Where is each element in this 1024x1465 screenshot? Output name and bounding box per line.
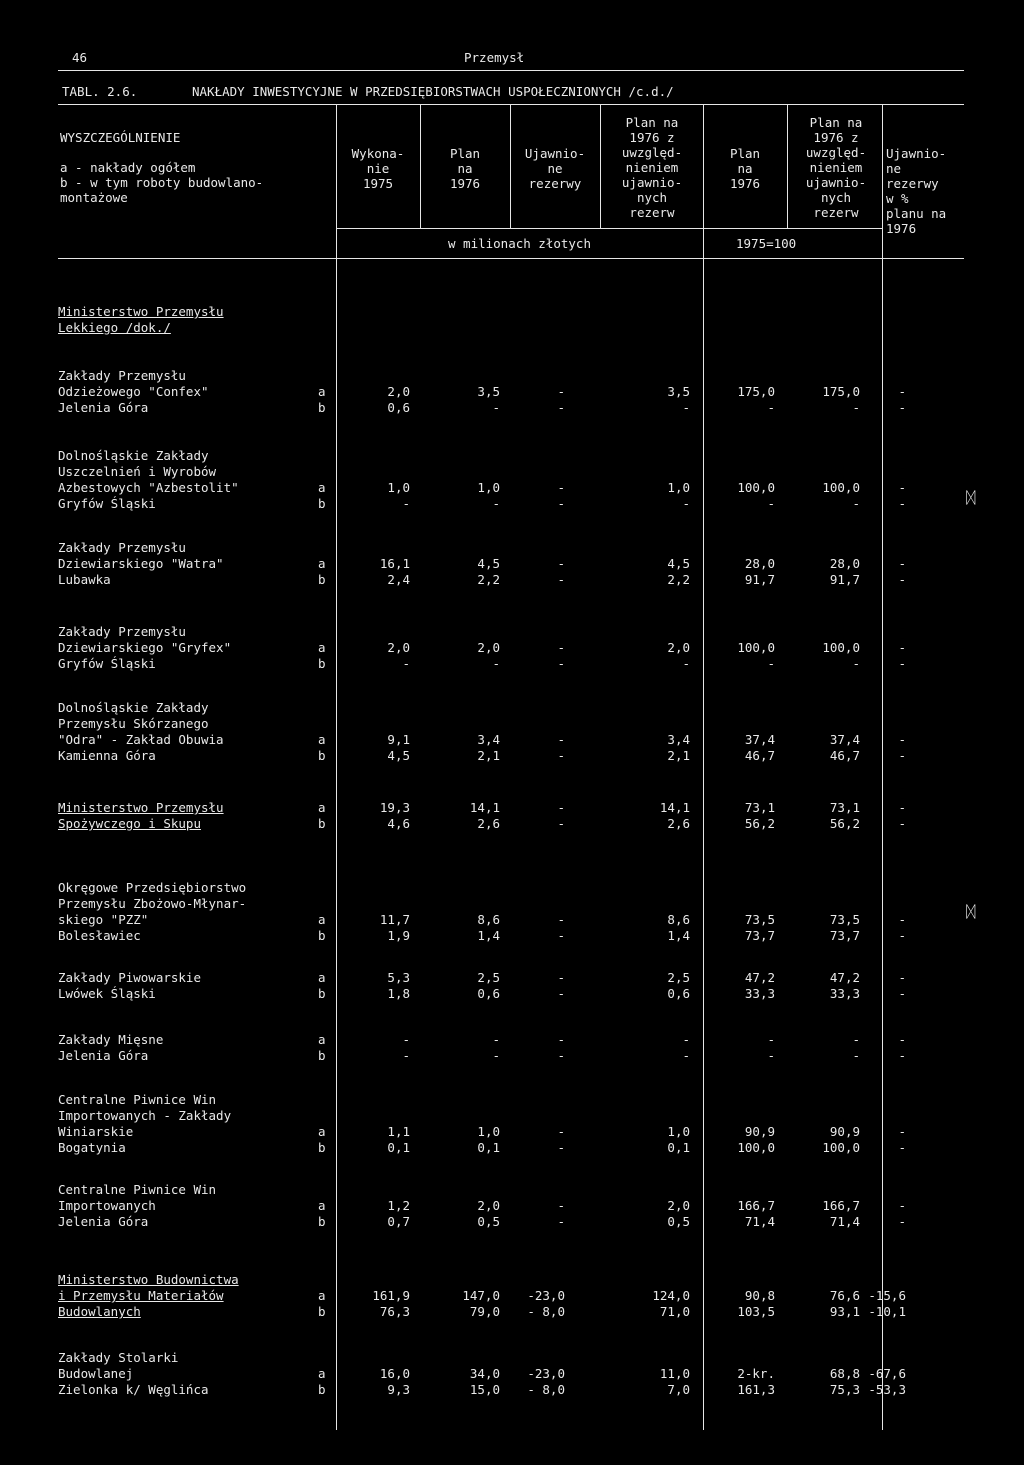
cell-b-col5: 71,4 [744, 1214, 775, 1229]
cell-a-col2: 14,1 [469, 800, 500, 815]
cell-a-col7: - [898, 480, 906, 495]
page-number: 46 [72, 50, 88, 65]
cell-b-col6: 46,7 [829, 748, 860, 763]
cell-a-col3: - [557, 1198, 565, 1213]
header-bottom-rule [58, 258, 964, 259]
cell-b-col6: 100,0 [822, 1140, 860, 1155]
cell-b-col1: 1,9 [387, 928, 410, 943]
row-b-label: b [318, 1382, 326, 1397]
cell-a-col7: - [898, 640, 906, 655]
cell-a-col1: 9,1 [387, 732, 410, 747]
cell-b-col4: 2,1 [667, 748, 690, 763]
cell-b-col1: 4,5 [387, 748, 410, 763]
cell-b-col2: - [492, 496, 500, 511]
cell-b-col5: 161,3 [737, 1382, 775, 1397]
row-a-label: a [318, 970, 326, 985]
row-name: Zakłady Przemysłu Odzieżowego "Confex" Jelenia Góra [58, 368, 209, 415]
cell-a-col6: 37,4 [829, 732, 860, 747]
cell-b-col6: - [852, 656, 860, 671]
cell-a-col6: 73,5 [829, 912, 860, 927]
cell-a-col5: 90,9 [744, 1124, 775, 1139]
cell-a-col4: 2,5 [667, 970, 690, 985]
cell-b-col7: - [898, 986, 906, 1001]
cell-a-col2: 147,0 [462, 1288, 500, 1303]
cell-a-col1: 16,1 [379, 556, 410, 571]
row-b-label: b [318, 1048, 326, 1063]
cell-a-col3: - [557, 1032, 565, 1047]
row-name: Ministerstwo Przemysłu Spożywczego i Skupu [58, 800, 224, 831]
cell-b-col5: 103,5 [737, 1304, 775, 1319]
body-sep-6 [882, 260, 883, 1430]
cell-a-col3: - [557, 912, 565, 927]
cell-b-col1: 1,8 [387, 986, 410, 1001]
row-b-label: b [318, 1214, 326, 1229]
cell-b-col3: - [557, 496, 565, 511]
row-b-label: b [318, 1140, 326, 1155]
cell-b-col7: - [898, 572, 906, 587]
cell-b-col7: - [898, 1214, 906, 1229]
cell-b-col1: 2,4 [387, 572, 410, 587]
cell-b-col1: 0,1 [387, 1140, 410, 1155]
cell-a-col5: 175,0 [737, 384, 775, 399]
cell-b-col3: - 8,0 [527, 1382, 565, 1397]
cell-b-col1: 0,7 [387, 1214, 410, 1229]
cell-b-col7: -53,3 [868, 1382, 906, 1397]
cell-b-col2: 0,5 [477, 1214, 500, 1229]
col-sep-1 [420, 104, 421, 228]
cell-a-col5: 28,0 [744, 556, 775, 571]
cell-b-col6: - [852, 1048, 860, 1063]
cell-a-col1: 1,1 [387, 1124, 410, 1139]
col-sep-2 [510, 104, 511, 228]
cell-a-col2: 3,5 [477, 384, 500, 399]
col5-header: Plan na 1976 [729, 146, 761, 191]
cell-a-col7: - [898, 732, 906, 747]
row-name: Okręgowe Przedsiębiorstwo Przemysłu Zbożowo-Młynar- skiego "PZZ" Bolesławiec [58, 880, 247, 943]
header-top-rule [58, 104, 964, 105]
cell-b-col7: - [898, 748, 906, 763]
cell-b-col2: - [492, 400, 500, 415]
row-a-label: a [318, 640, 326, 655]
cell-b-col2: 0,6 [477, 986, 500, 1001]
cell-a-col1: 1,0 [387, 480, 410, 495]
cell-a-col5: 2-kr. [737, 1366, 775, 1381]
cell-b-col5: 46,7 [744, 748, 775, 763]
cell-b-col2: 79,0 [469, 1304, 500, 1319]
cell-a-col5: 90,8 [744, 1288, 775, 1303]
cell-a-col4: 11,0 [659, 1366, 690, 1381]
cell-b-col5: 100,0 [737, 1140, 775, 1155]
cell-a-col7: - [898, 1124, 906, 1139]
cell-a-col3: - [557, 556, 565, 571]
cell-b-col5: 73,7 [744, 928, 775, 943]
cell-a-col6: 100,0 [822, 640, 860, 655]
cell-b-col6: 33,3 [829, 986, 860, 1001]
cell-b-col2: 2,6 [477, 816, 500, 831]
cell-b-col1: 9,3 [387, 1382, 410, 1397]
row-name: Zakłady Mięsne Jelenia Góra [58, 1032, 164, 1063]
cell-b-col5: - [767, 400, 775, 415]
row-b-label: b [318, 748, 326, 763]
cell-b-col2: - [492, 656, 500, 671]
cell-a-col2: 1,0 [477, 480, 500, 495]
cell-a-col6: 47,2 [829, 970, 860, 985]
cell-a-col1: 5,3 [387, 970, 410, 985]
row-b-label: b [318, 400, 326, 415]
row-name: Zakłady Przemysłu Dziewiarskiego "Watra" Lubawka [58, 540, 224, 587]
cell-b-col7: - [898, 1140, 906, 1155]
row-b-label: b [318, 656, 326, 671]
row-b-label: b [318, 816, 326, 831]
row-a-label: a [318, 1032, 326, 1047]
body-sep-4 [703, 260, 704, 1430]
cell-a-col1: 161,9 [372, 1288, 410, 1303]
cell-b-col4: - [682, 656, 690, 671]
cell-b-col1: - [402, 1048, 410, 1063]
cell-a-col1: 2,0 [387, 640, 410, 655]
cell-a-col3: -23,0 [527, 1366, 565, 1381]
cell-a-col5: 100,0 [737, 640, 775, 655]
cell-b-col4: 2,2 [667, 572, 690, 587]
cell-a-col4: 1,0 [667, 480, 690, 495]
row-b-label: b [318, 986, 326, 1001]
top-rule [58, 70, 964, 71]
cell-b-col4: 0,5 [667, 1214, 690, 1229]
unit-index: 1975=100 [736, 236, 797, 251]
cell-b-col6: - [852, 400, 860, 415]
cell-b-col7: - [898, 816, 906, 831]
cell-b-col3: - [557, 400, 565, 415]
cell-a-col5: 73,1 [744, 800, 775, 815]
cell-a-col5: 100,0 [737, 480, 775, 495]
row-a-label: a [318, 732, 326, 747]
cell-a-col3: - [557, 640, 565, 655]
cell-b-col3: - [557, 748, 565, 763]
cell-b-col1: 76,3 [379, 1304, 410, 1319]
cell-b-col5: - [767, 1048, 775, 1063]
cell-a-col4: 124,0 [652, 1288, 690, 1303]
cell-b-col5: - [767, 656, 775, 671]
row-a-label: a [318, 384, 326, 399]
cell-a-col4: 2,0 [667, 640, 690, 655]
table-label: TABL. 2.6. [62, 84, 138, 99]
row-a-label: a [318, 800, 326, 815]
col-sep-6 [882, 104, 883, 260]
cell-a-col7: -67,6 [868, 1366, 906, 1381]
cell-a-col5: 73,5 [744, 912, 775, 927]
margin-mark-icon: ᛞ [966, 488, 976, 507]
cell-b-col1: 4,6 [387, 816, 410, 831]
col-sep-4 [703, 104, 704, 260]
cell-b-col7: - [898, 928, 906, 943]
row-b-label: b [318, 572, 326, 587]
cell-b-col2: 1,4 [477, 928, 500, 943]
cell-a-col2: 2,0 [477, 1198, 500, 1213]
table-title: NAKŁADY INWESTYCYJNE W PRZEDSIĘBIORSTWACH USPOŁECZNIONYCH /c.d./ [192, 84, 674, 99]
cell-a-col5: - [767, 1032, 775, 1047]
cell-b-col2: 2,1 [477, 748, 500, 763]
cell-a-col7: - [898, 1198, 906, 1213]
row-a-label: a [318, 912, 326, 927]
cell-b-col6: - [852, 496, 860, 511]
row-name: Centralne Piwnice Win Importowanych - Zakłady Winiarskie Bogatynia [58, 1092, 232, 1155]
col-sep-5 [787, 104, 788, 228]
cell-b-col4: - [682, 1048, 690, 1063]
cell-b-col7: - [898, 496, 906, 511]
cell-b-col3: - [557, 1048, 565, 1063]
col6-header: Plan na 1976 z uwzględ- nieniem ujawnio- nych rezerw [805, 115, 867, 220]
cell-a-col5: 47,2 [744, 970, 775, 985]
row-a-label: a [318, 1288, 326, 1303]
cell-b-col5: 56,2 [744, 816, 775, 831]
col2-header: Plan na 1976 [449, 146, 481, 191]
cell-a-col4: 8,6 [667, 912, 690, 927]
cell-b-col4: - [682, 496, 690, 511]
row-b-label: b [318, 1304, 326, 1319]
row-a-label: a [318, 556, 326, 571]
col-sep-3 [600, 104, 601, 228]
cell-a-col1: - [402, 1032, 410, 1047]
cell-b-col4: 1,4 [667, 928, 690, 943]
cell-a-col1: 2,0 [387, 384, 410, 399]
cell-b-col6: 91,7 [829, 572, 860, 587]
cell-a-col3: -23,0 [527, 1288, 565, 1303]
cell-a-col2: 2,5 [477, 970, 500, 985]
cell-a-col5: 166,7 [737, 1198, 775, 1213]
cell-b-col6: 75,3 [829, 1382, 860, 1397]
row-name: Zakłady Piwowarskie Lwówek Śląski [58, 970, 201, 1001]
cell-b-col7: - [898, 656, 906, 671]
cell-b-col3: - [557, 816, 565, 831]
cell-a-col4: 1,0 [667, 1124, 690, 1139]
col3-header: Ujawnio- ne rezerwy [524, 146, 586, 191]
col-sep-0 [336, 104, 337, 260]
cell-b-col7: -10,1 [868, 1304, 906, 1319]
cell-a-col7: - [898, 1032, 906, 1047]
cell-a-col6: 166,7 [822, 1198, 860, 1213]
cell-a-col3: - [557, 970, 565, 985]
cell-a-col5: 37,4 [744, 732, 775, 747]
cell-b-col6: 56,2 [829, 816, 860, 831]
cell-b-col3: - [557, 572, 565, 587]
cell-a-col7: - [898, 556, 906, 571]
cell-a-col2: 34,0 [469, 1366, 500, 1381]
row-b-label: b [318, 928, 326, 943]
row-b-label: b [318, 496, 326, 511]
cell-a-col7: - [898, 800, 906, 815]
cell-b-col4: 0,1 [667, 1140, 690, 1155]
cell-a-col4: 14,1 [659, 800, 690, 815]
cell-b-col3: - [557, 1214, 565, 1229]
cell-b-col2: - [492, 1048, 500, 1063]
cell-b-col5: 33,3 [744, 986, 775, 1001]
row-a-label: a [318, 1366, 326, 1381]
row-name: Centralne Piwnice Win Importowanych Jelenia Góra [58, 1182, 217, 1229]
stub-header: WYSZCZEGÓLNIENIE a - nakłady ogółem b - w tym roboty budowlano- montażowe [60, 130, 264, 205]
row-name: Dolnośląskie Zakłady Uszczelnień i Wyrobów Azbestowych "Azbestolit" Gryfów Śląski [58, 448, 239, 511]
cell-b-col3: - 8,0 [527, 1304, 565, 1319]
cell-a-col4: 2,0 [667, 1198, 690, 1213]
cell-b-col2: 15,0 [469, 1382, 500, 1397]
cell-a-col2: - [492, 1032, 500, 1047]
cell-b-col2: 2,2 [477, 572, 500, 587]
row-name: Zakłady Stolarki Budowlanej Zielonka k/ Węglińca [58, 1350, 209, 1397]
cell-b-col6: 93,1 [829, 1304, 860, 1319]
cell-a-col4: 3,5 [667, 384, 690, 399]
cell-a-col2: 3,4 [477, 732, 500, 747]
row-a-label: a [318, 1198, 326, 1213]
cell-a-col1: 19,3 [379, 800, 410, 815]
row-name: Ministerstwo Budownictwa i Przemysłu Materiałów Budowlanych [58, 1272, 239, 1319]
cell-a-col6: - [852, 1032, 860, 1047]
cell-a-col2: 4,5 [477, 556, 500, 571]
cell-b-col4: 0,6 [667, 986, 690, 1001]
cell-a-col6: 73,1 [829, 800, 860, 815]
cell-a-col4: 4,5 [667, 556, 690, 571]
cell-b-col3: - [557, 1140, 565, 1155]
cell-b-col1: 0,6 [387, 400, 410, 415]
col1-header: Wykona- nie 1975 [351, 146, 405, 191]
cell-b-col4: 7,0 [667, 1382, 690, 1397]
cell-a-col2: 8,6 [477, 912, 500, 927]
row-a-label: a [318, 1124, 326, 1139]
cell-a-col6: 175,0 [822, 384, 860, 399]
cell-b-col1: - [402, 656, 410, 671]
col4-header: Plan na 1976 z uwzględ- nieniem ujawnio- nych rezerw [621, 115, 683, 220]
ministry-light-industry: Ministerstwo Przemysłu Lekkiego /dok./ [58, 304, 224, 335]
cell-a-col7: -15,6 [868, 1288, 906, 1303]
cell-a-col3: - [557, 480, 565, 495]
cell-b-col4: - [682, 400, 690, 415]
col7-header: Ujawnio- ne rezerwy w % planu na 1976 [886, 146, 947, 236]
cell-b-col6: 71,4 [829, 1214, 860, 1229]
cell-a-col2: 1,0 [477, 1124, 500, 1139]
cell-a-col7: - [898, 970, 906, 985]
running-title: Przemysł [464, 50, 525, 65]
cell-a-col3: - [557, 1124, 565, 1139]
cell-a-col1: 1,2 [387, 1198, 410, 1213]
cell-a-col4: - [682, 1032, 690, 1047]
unit-millions: w milionach złotych [448, 236, 591, 251]
cell-b-col7: - [898, 1048, 906, 1063]
margin-mark-icon: ᛞ [966, 902, 976, 921]
cell-b-col3: - [557, 928, 565, 943]
row-name: Dolnośląskie Zakłady Przemysłu Skórzanego "Odra" - Zakład Obuwia Kamienna Góra [58, 700, 224, 763]
cell-b-col4: 2,6 [667, 816, 690, 831]
cell-b-col3: - [557, 986, 565, 1001]
unit-rule [336, 228, 882, 229]
cell-a-col2: 2,0 [477, 640, 500, 655]
cell-a-col1: 16,0 [379, 1366, 410, 1381]
cell-a-col7: - [898, 384, 906, 399]
cell-a-col1: 11,7 [379, 912, 410, 927]
cell-a-col4: 3,4 [667, 732, 690, 747]
body-sep-0 [336, 260, 337, 1430]
cell-a-col3: - [557, 800, 565, 815]
cell-a-col6: 100,0 [822, 480, 860, 495]
cell-b-col6: 73,7 [829, 928, 860, 943]
cell-b-col7: - [898, 400, 906, 415]
cell-b-col3: - [557, 656, 565, 671]
cell-b-col2: 0,1 [477, 1140, 500, 1155]
cell-b-col5: 91,7 [744, 572, 775, 587]
cell-b-col4: 71,0 [659, 1304, 690, 1319]
row-name: Zakłady Przemysłu Dziewiarskiego "Gryfex" Gryfów Śląski [58, 624, 232, 671]
cell-a-col6: 68,8 [829, 1366, 860, 1381]
cell-a-col6: 76,6 [829, 1288, 860, 1303]
cell-b-col5: - [767, 496, 775, 511]
cell-a-col6: 28,0 [829, 556, 860, 571]
cell-a-col3: - [557, 732, 565, 747]
cell-b-col1: - [402, 496, 410, 511]
cell-a-col3: - [557, 384, 565, 399]
row-a-label: a [318, 480, 326, 495]
cell-a-col6: 90,9 [829, 1124, 860, 1139]
cell-a-col7: - [898, 912, 906, 927]
